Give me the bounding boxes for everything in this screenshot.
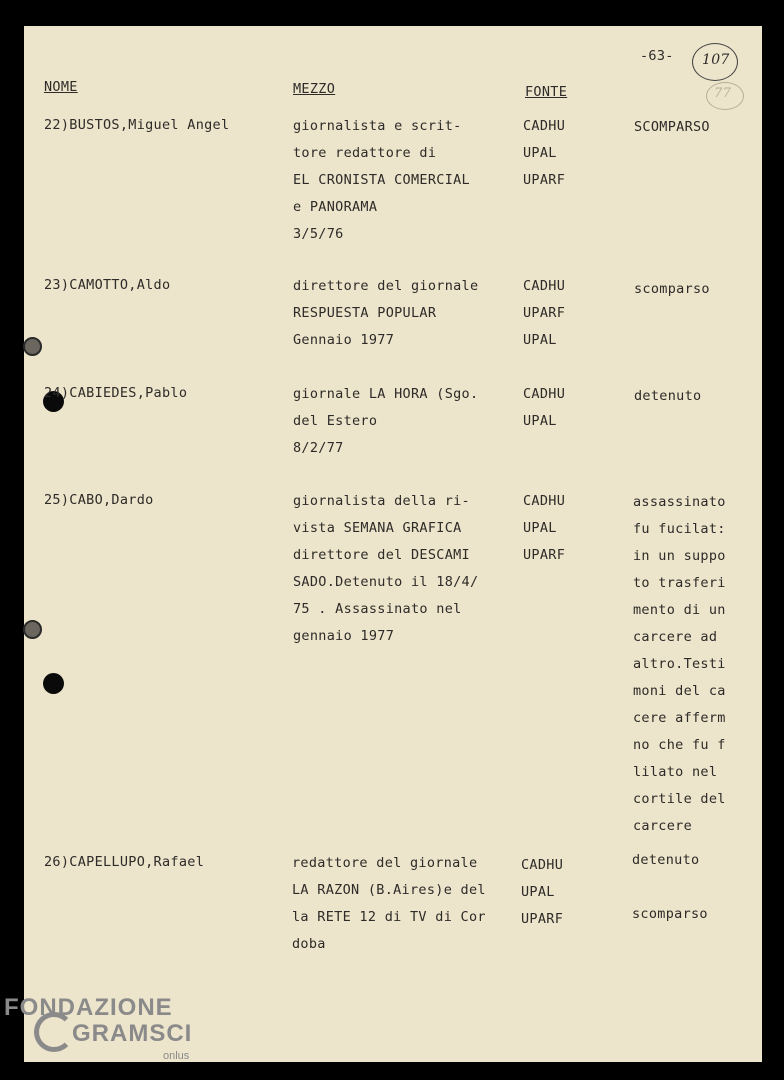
- fonte-line: UPARF: [523, 547, 566, 563]
- mezzo-line: la RETE 12 di TV di Cor: [292, 909, 486, 925]
- fonte-line: CADHU: [523, 278, 566, 294]
- entry-mezzo: [293, 381, 478, 462]
- fonte-line: UPARF: [523, 305, 566, 321]
- mezzo-line: gennaio 1977: [293, 628, 395, 644]
- page-number: -63-: [640, 48, 674, 64]
- mezzo-line: e PANORAMA: [293, 199, 378, 215]
- mezzo-line: doba: [292, 936, 326, 952]
- stato-line: assassinato: [633, 494, 726, 510]
- watermark-line3: onlus: [163, 1050, 190, 1062]
- entry-stato: [634, 383, 701, 410]
- column-header-nome: NOME: [44, 79, 78, 95]
- mezzo-line: EL CRONISTA COMERCIAL: [293, 172, 470, 188]
- stato-line: fu fucilat:: [633, 521, 726, 537]
- entry-fonte: [523, 488, 565, 569]
- fonte-line: UPAL: [523, 145, 557, 161]
- mezzo-line: del Estero: [293, 413, 378, 429]
- fonte-line: CADHU: [523, 386, 566, 402]
- stato-line: scomparso: [634, 281, 710, 297]
- entry-stato: [634, 276, 710, 303]
- mezzo-line: 8/2/77: [293, 440, 344, 456]
- stato-line: mento di un: [633, 602, 726, 618]
- entry-mezzo: [293, 113, 470, 248]
- punch-hole: [23, 620, 42, 639]
- entry-name: 22)BUSTOS,Miguel Angel: [44, 117, 230, 133]
- fonte-line: CADHU: [523, 493, 566, 509]
- stato-line: to trasferi: [633, 575, 726, 591]
- archive-stamp-number: 107: [702, 52, 730, 68]
- entry-stato: [632, 847, 708, 928]
- entry-fonte: [523, 381, 565, 435]
- stato-line: moni del ca: [633, 683, 726, 699]
- fonte-line: UPAL: [523, 413, 557, 429]
- mezzo-line: redattore del giornale: [292, 855, 478, 871]
- mezzo-line: RESPUESTA POPULAR: [293, 305, 437, 321]
- mezzo-line: 75 . Assassinato nel: [293, 601, 462, 617]
- watermark-logo-g: [34, 1012, 74, 1052]
- fonte-line: UPAL: [523, 332, 557, 348]
- mezzo-line: giornalista della ri-: [293, 493, 470, 509]
- stato-line: cere afferm: [633, 710, 726, 726]
- faded-stamp-number: 77: [714, 86, 732, 101]
- stato-line: cortile del: [633, 791, 726, 807]
- fonte-line: UPAL: [523, 520, 557, 536]
- mezzo-line: SADO.Detenuto il 18/4/: [293, 574, 479, 590]
- fonte-line: UPARF: [523, 172, 566, 188]
- stato-line: scomparso: [632, 906, 708, 922]
- watermark-line2: GRAMSCI: [72, 1020, 193, 1047]
- mezzo-line: Gennaio 1977: [293, 332, 395, 348]
- fonte-line: UPARF: [521, 911, 564, 927]
- stato-line: detenuto: [632, 852, 700, 868]
- stato-line: detenuto: [634, 388, 702, 404]
- entry-fonte: [523, 113, 565, 194]
- fonte-line: CADHU: [523, 118, 566, 134]
- mezzo-line: direttore del giornale: [293, 278, 479, 294]
- fonte-line: UPAL: [521, 884, 555, 900]
- entry-name: 24)CABIEDES,Pablo: [44, 385, 188, 401]
- entry-fonte: [521, 852, 563, 933]
- mezzo-line: giornale LA HORA (Sgo.: [293, 386, 479, 402]
- stato-line: carcere: [633, 818, 692, 834]
- entry-mezzo: [292, 850, 486, 958]
- stato-line: lilato nel: [633, 764, 718, 780]
- watermark-line1: FONDAZIONE: [4, 994, 173, 1021]
- stato-line: carcere ad: [633, 629, 718, 645]
- column-header-mezzo: MEZZO: [293, 81, 336, 97]
- entry-name: 25)CABO,Dardo: [44, 492, 154, 508]
- mezzo-line: giornalista e scrit-: [293, 118, 462, 134]
- entry-name: 23)CAMOTTO,Aldo: [44, 277, 171, 293]
- mezzo-line: 3/5/76: [293, 226, 344, 242]
- mezzo-line: vista SEMANA GRAFICA: [293, 520, 462, 536]
- entry-mezzo: [293, 273, 478, 354]
- entry-name: 26)CAPELLUPO,Rafael: [44, 854, 205, 870]
- punch-hole: [23, 337, 42, 356]
- stato-line: in un suppo: [633, 548, 726, 564]
- entry-stato: [633, 489, 733, 840]
- fonte-line: CADHU: [521, 857, 564, 873]
- entry-stato: [634, 114, 710, 141]
- mezzo-line: tore redattore di: [293, 145, 437, 161]
- mezzo-line: LA RAZON (B.Aires)e del: [292, 882, 486, 898]
- stato-line: SCOMPARSO: [634, 119, 710, 135]
- column-header-fonte: FONTE: [525, 84, 568, 100]
- punch-hole: [43, 673, 64, 694]
- mezzo-line: direttore del DESCAMI: [293, 547, 470, 563]
- stato-line: [632, 874, 708, 901]
- stato-line: no che fu f: [633, 737, 726, 753]
- entry-fonte: [523, 273, 565, 354]
- stato-line: altro.Testi: [633, 656, 726, 672]
- entry-mezzo: [293, 488, 478, 650]
